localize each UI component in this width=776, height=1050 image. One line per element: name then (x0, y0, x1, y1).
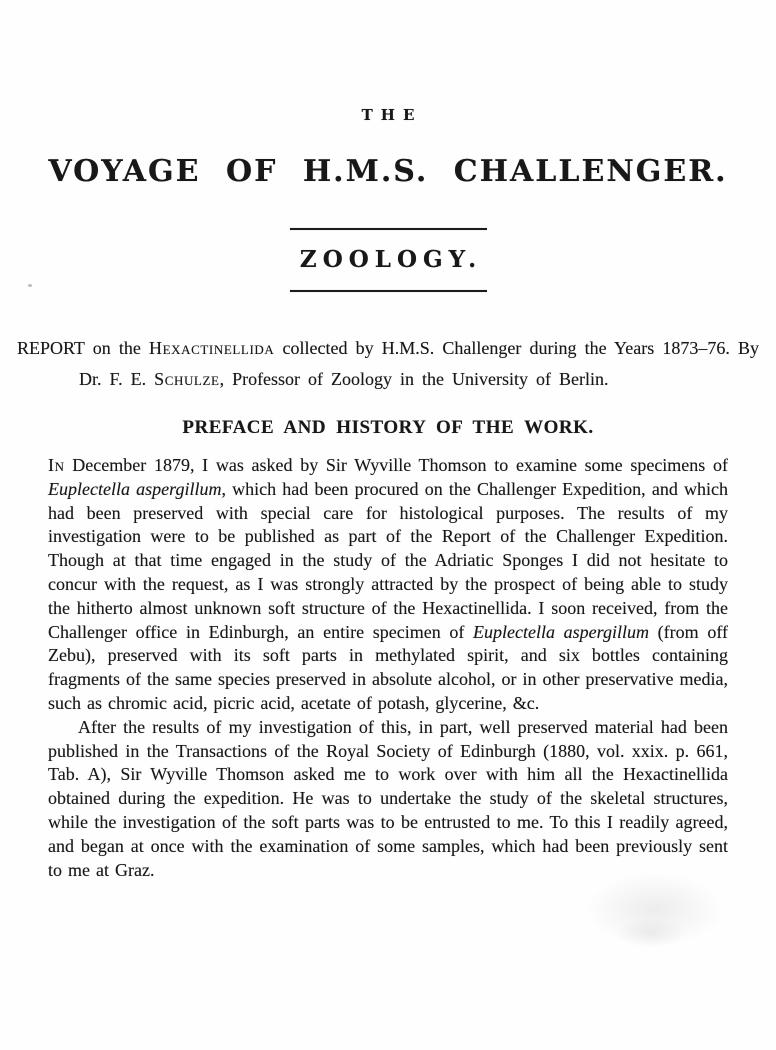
scan-smudge (615, 918, 685, 948)
horizontal-rule (290, 228, 487, 230)
series-title: THE (361, 106, 423, 124)
horizontal-rule (290, 290, 487, 292)
body-text (48, 454, 728, 882)
preface-heading: PREFACE AND HISTORY OF THE WORK. (182, 417, 594, 438)
report-heading: REPORT on the Hexactinellida collected by H.M.S. Challenger during the Years 1873–76. By Dr. F. E. Schulze, Professor of Zoology in the University of Berlin. (17, 338, 759, 389)
paragraph: In December 1879, I was asked by Sir Wyville Thomson to examine some specimens of Euplectella aspergillum, which had been procured on the Challenger Expedition, and which had been preserved with special care for histological purposes. The results of my investigation were to be published as part of the Report of the Challenger Expedition. Though at that time engaged in the study of the Adriatic Sponges I did not hesitate to concur with the request, as I was strongly attracted by the prospect of being able to study the hitherto almost unknown soft structure of the Hexactinellida. I soon received, from the Challenger office in Edinburgh, an entire specimen of Euplectella aspergillum (from off Zebu), preserved with its soft parts in methylated spirit, and six bottles containing fragments of the same species preserved in absolute alcohol, or in other preservative media, such as chromic acid, picric acid, acetate of potash, glycerine, &c. (48, 455, 728, 713)
paragraph: After the results of my investigation of this, in part, well preserved material had been published in the Transactions of the Royal Society of Edinburgh (1880, vol. xxix. p. 661, Tab. A), Sir Wyville Thomson asked me to work over with him all the Hexactinellida obtained during the expedition. He was to undertake the study of the skeletal structures, while the investigation of the soft parts was to be entrusted to me. To this I readily agreed, and began at once with the examination of some samples, which had been previously sent to me at Graz. (48, 716, 728, 880)
section-title: ZOOLOGY. (299, 246, 483, 273)
scan-speck (28, 284, 32, 287)
main-title: VOYAGE OF H.M.S. CHALLENGER. (48, 154, 728, 189)
